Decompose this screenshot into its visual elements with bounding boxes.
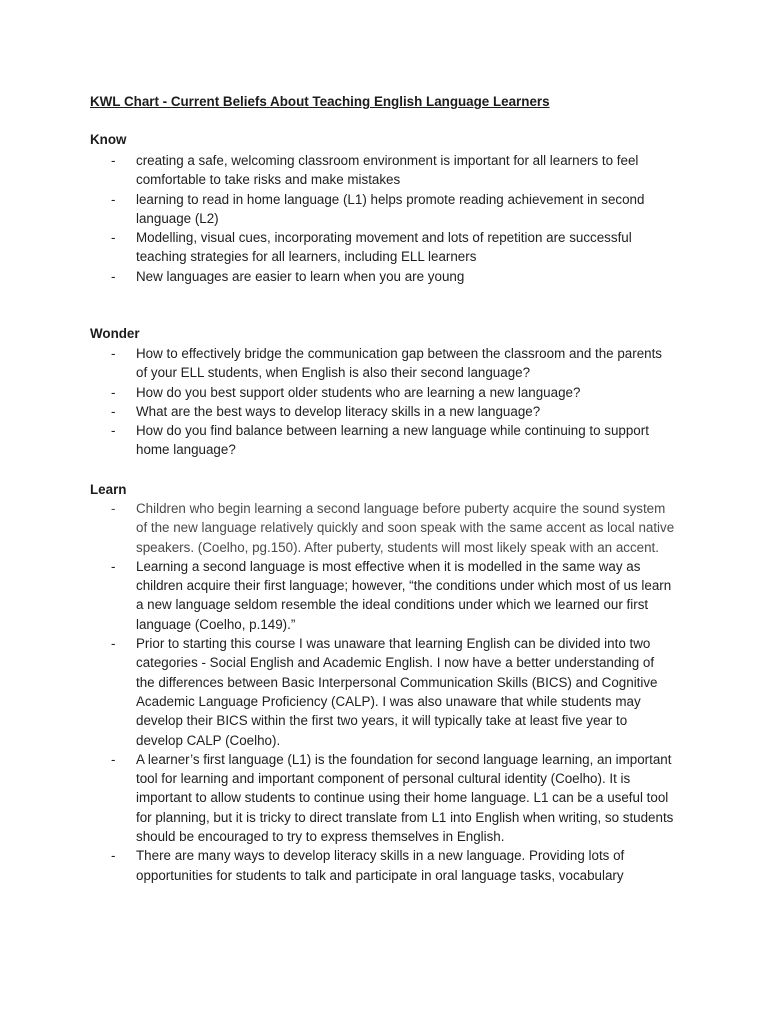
list-item-text: Learning a second language is most effective when it is modelled in the same way as children acquire their first language; however, “the conditions under which most of us learn a new language seldom resemble the ideal conditions under which we learned our first language (Coelho, p.149).”	[136, 558, 672, 632]
list-item-text: How do you find balance between learning a new language while continuing to support home language?	[136, 423, 649, 458]
bullet-dash: -	[111, 346, 116, 361]
know-list	[0, 151, 768, 286]
list-item-text: How do you best support older students who are learning a new language?	[136, 384, 581, 400]
list-item	[0, 846, 676, 885]
list-item	[0, 499, 676, 557]
list-item-text: Modelling, visual cues, incorporating movement and lots of repetition are successful teaching strategies for all learners, including ELL learners	[136, 230, 632, 265]
bullet-dash: -	[111, 423, 116, 439]
bullet-dash: -	[111, 403, 116, 419]
list-item	[0, 228, 676, 267]
section-heading-wonder: Wonder	[90, 326, 140, 341]
list-item	[0, 421, 676, 460]
list-item-text: How to effectively bridge the communication gap between the classroom and the parents of your ELL students, when English is also their second language?	[136, 346, 663, 381]
list-item-text: A learner’s first language (L1) is the foundation for second language learning, an important tool for learning and important component of personal cultural identity (Coelho). It is important to allow students to continue using their home language. L1 can be a useful tool for planning, but it is tricky to direct translate from L1 into English when writing, so students should be encouraged to try to express themselves in English.	[136, 751, 674, 845]
list-item	[0, 634, 676, 750]
wonder-list	[0, 344, 768, 460]
list-item-text: learning to read in home language (L1) helps promote reading achievement in second language (L2)	[136, 191, 645, 226]
list-item	[0, 750, 676, 846]
section-heading-know: Know	[90, 132, 127, 147]
bullet-dash: -	[111, 153, 116, 168]
bullet-dash: -	[111, 848, 116, 864]
list-item	[0, 383, 676, 402]
list-item	[0, 267, 676, 286]
list-item	[0, 190, 676, 229]
list-item	[0, 344, 676, 383]
section-heading-learn: Learn	[90, 482, 127, 497]
list-item	[0, 151, 676, 190]
bullet-dash: -	[111, 751, 116, 767]
list-item-text: There are many ways to develop literacy skills in a new language. Providing lots of opportunities for students to talk and participate in oral language tasks, vocabulary	[136, 848, 625, 883]
bullet-dash: -	[111, 501, 116, 516]
bullet-dash: -	[111, 230, 116, 246]
bullet-dash: -	[111, 268, 116, 284]
list-item-text: creating a safe, welcoming classroom environment is important for all learners to feel comfortable to take risks and make mistakes	[136, 153, 639, 188]
list-item-text: What are the best ways to develop literacy skills in a new language?	[136, 403, 541, 419]
bullet-dash: -	[111, 558, 116, 574]
bullet-dash: -	[111, 384, 116, 400]
document-title: KWL Chart - Current Beliefs About Teaching English Language Learners	[90, 94, 550, 109]
learn-list	[0, 499, 768, 885]
list-item-text: New languages are easier to learn when you are young	[136, 268, 465, 284]
list-item-text: Prior to starting this course I was unaware that learning English can be divided into two categories - Social English and Academic English. I now have a better understanding of the differences between Basic Interpersonal Communication Skills (BICS) and Cognitive Academic Language Proficiency (CALP). I was also unaware that while students may develop their BICS within the first two years, it will typically take at least five year to develop CALP (Coelho).	[136, 636, 658, 748]
list-item-text: Children who begin learning a second language before puberty acquire the sound system of the new language relatively quickly and soon speak with the same accent as local native speakers. (Coelho, pg.150). After puberty, students will most likely speak with an accent.	[136, 501, 675, 555]
bullet-dash: -	[111, 191, 116, 207]
list-item	[0, 402, 676, 421]
bullet-dash: -	[111, 636, 116, 652]
list-item	[0, 557, 676, 634]
